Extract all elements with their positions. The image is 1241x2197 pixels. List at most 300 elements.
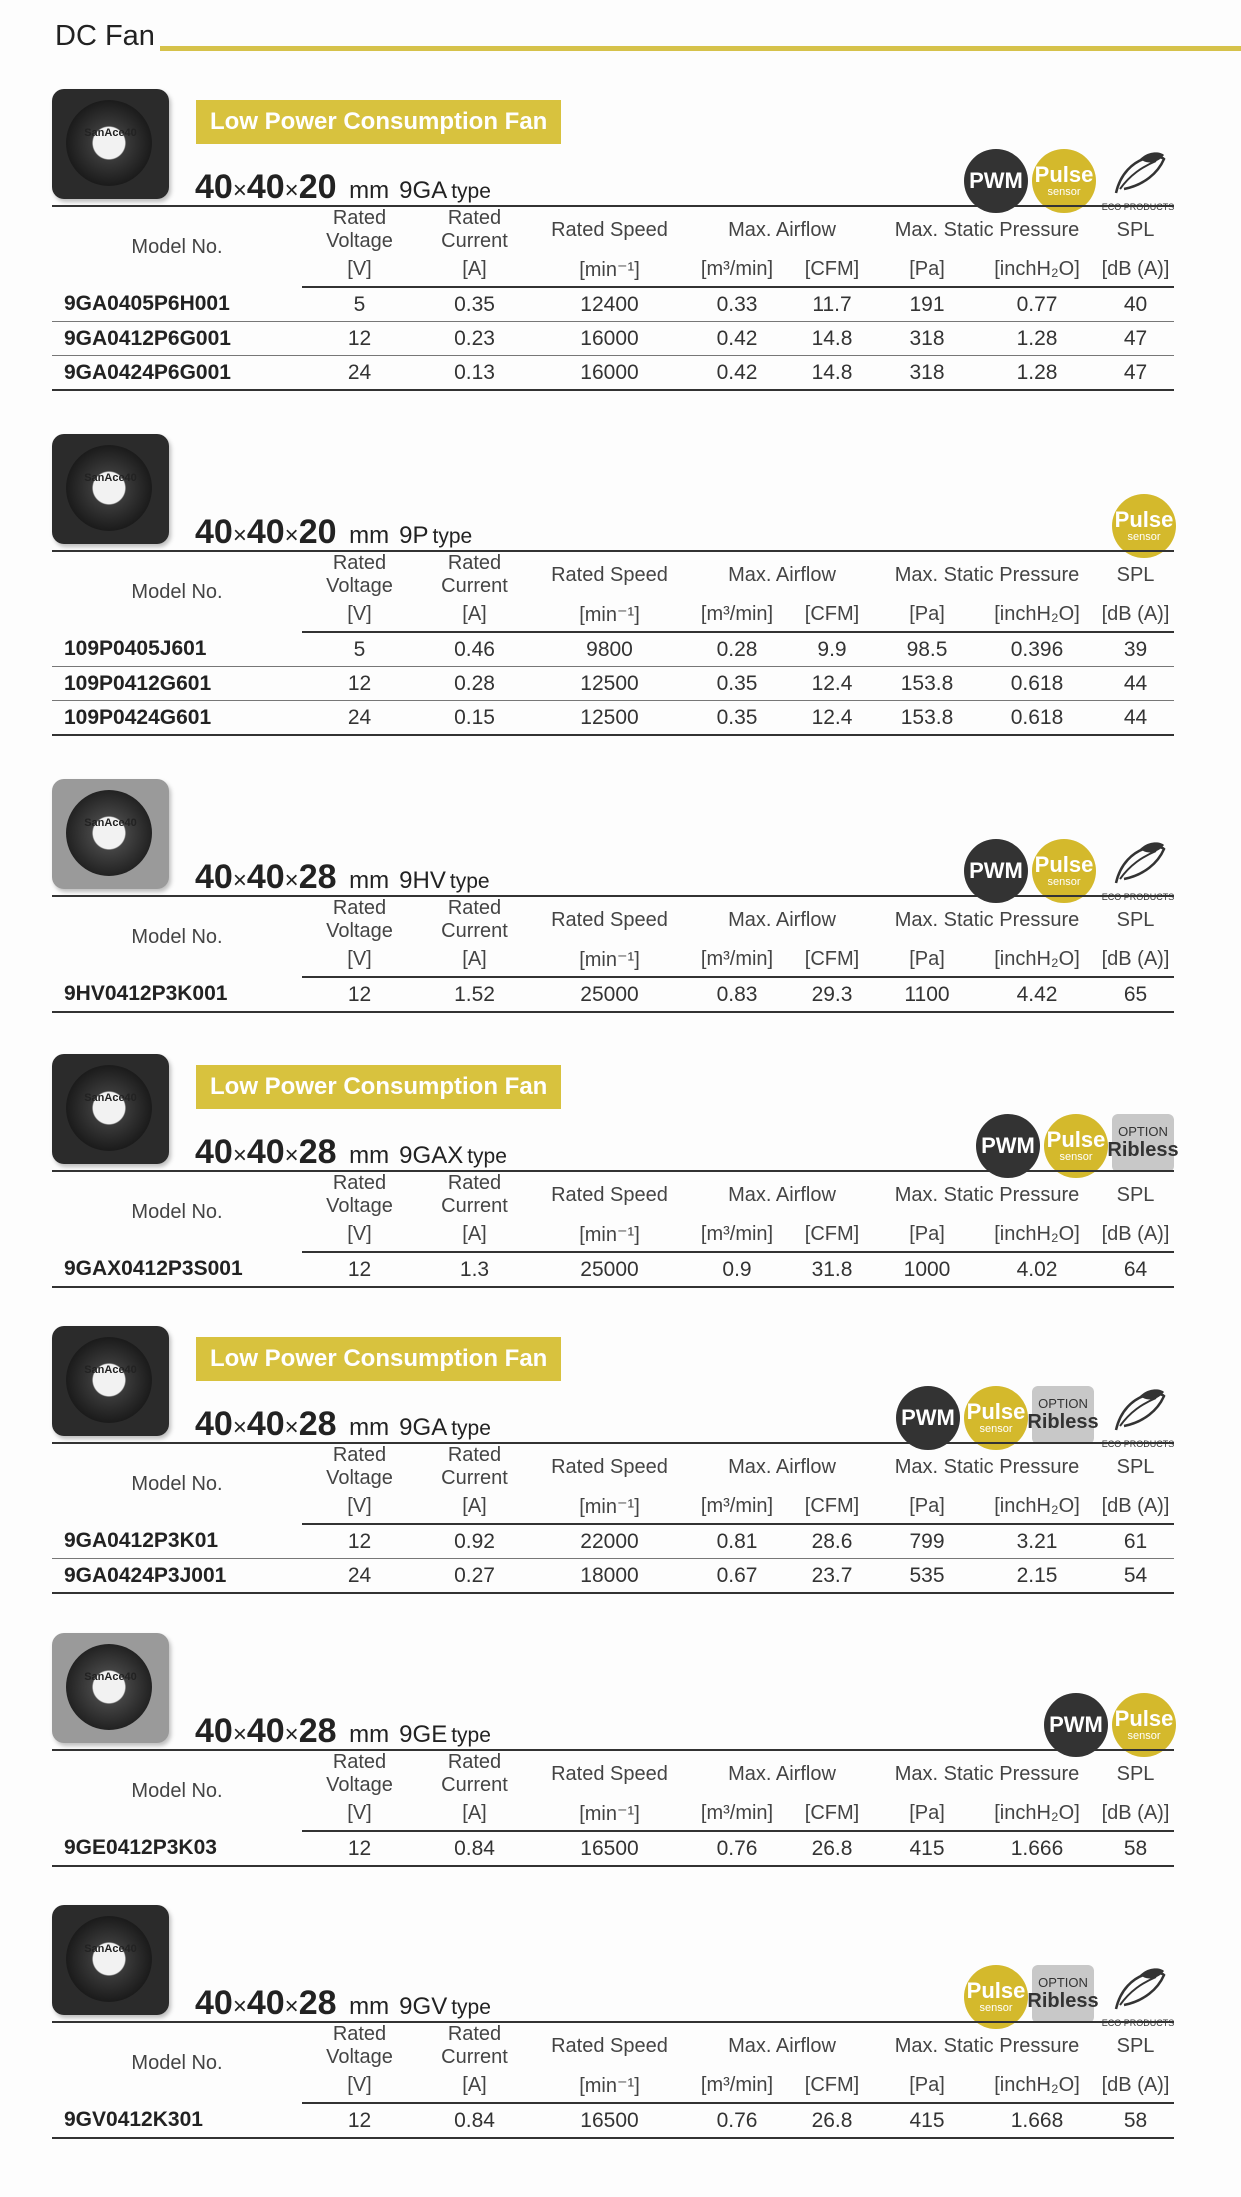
type-word: type xyxy=(432,525,473,548)
spec-table xyxy=(52,1170,1174,1288)
spec-value-cell: 12 xyxy=(302,667,417,701)
type-name: 9GE xyxy=(399,1721,448,1748)
unit-mm: mm xyxy=(342,522,390,549)
unit-cfm: [CFM] xyxy=(787,253,877,287)
header-max-static-pressure: Max. Static Pressure xyxy=(877,1443,1097,1490)
spec-value-cell: 12500 xyxy=(532,667,687,701)
header-max-static-pressure: Max. Static Pressure xyxy=(877,206,1097,253)
eco-products-icon xyxy=(1100,1386,1176,1450)
spec-value-cell: 318 xyxy=(877,322,977,356)
spec-value-cell: 0.13 xyxy=(417,356,532,391)
sensor-label: sensor xyxy=(1127,1730,1161,1742)
spec-value-cell: 12 xyxy=(302,1524,417,1559)
spec-value-cell: 0.83 xyxy=(687,977,787,1012)
fan-blade-ring xyxy=(66,100,152,186)
ribless-label: Ribless xyxy=(1027,1411,1099,1433)
size-type-line xyxy=(195,1405,491,1444)
fan-hub-label: SanAce40 xyxy=(84,817,137,829)
spec-value-cell: 0.76 xyxy=(687,1831,787,1866)
spec-value-cell: 0.35 xyxy=(417,287,532,322)
pulse-sensor-badge xyxy=(964,1386,1028,1450)
spec-value-cell: 12 xyxy=(302,2103,417,2138)
spec-value-cell: 0.9 xyxy=(687,1252,787,1287)
pwm-badge: PWM xyxy=(976,1114,1040,1178)
spec-value-cell: 16000 xyxy=(532,356,687,391)
spec-value-cell: 12 xyxy=(302,1831,417,1866)
size-type-line xyxy=(195,1133,507,1172)
spec-value-cell: 0.28 xyxy=(687,632,787,667)
spec-value-cell: 318 xyxy=(877,356,977,391)
spec-value-cell: 0.92 xyxy=(417,1524,532,1559)
spec-value-cell: 0.81 xyxy=(687,1524,787,1559)
times-sign: × xyxy=(232,1721,247,1748)
unit-cfm: [CFM] xyxy=(787,2069,877,2103)
fan-photo xyxy=(52,89,169,199)
header-model-no: Model No. xyxy=(52,1171,302,1252)
header-max-airflow: Max. Airflow xyxy=(687,551,877,598)
dim-width: 40 xyxy=(195,1133,233,1171)
spec-value-cell: 25000 xyxy=(532,977,687,1012)
eco-products-icon xyxy=(1100,1965,1176,2029)
type-name: 9GA xyxy=(399,177,448,204)
unit-current: [A] xyxy=(417,1490,532,1524)
header-max-static-pressure: Max. Static Pressure xyxy=(877,1750,1097,1797)
fan-hub-label: SanAce40 xyxy=(84,1943,137,1955)
times-sign: × xyxy=(232,177,247,204)
model-number-cell: 109P0424G601 xyxy=(52,701,302,736)
spec-value-cell: 65 xyxy=(1097,977,1174,1012)
header-max-airflow: Max. Airflow xyxy=(687,2022,877,2069)
spec-value-cell: 1.28 xyxy=(977,322,1097,356)
unit-m3-min: [m³/min] xyxy=(687,1218,787,1252)
fan-blade-ring xyxy=(66,445,152,531)
spec-value-cell: 1.666 xyxy=(977,1831,1097,1866)
dim-width: 40 xyxy=(195,513,233,551)
spec-value-cell: 1.3 xyxy=(417,1252,532,1287)
unit-pa: [Pa] xyxy=(877,253,977,287)
header-rated-voltage: Rated Voltage xyxy=(302,551,417,598)
unit-speed: [min⁻¹] xyxy=(532,1490,687,1524)
spec-value-cell: 799 xyxy=(877,1524,977,1559)
dim-depth: 28 xyxy=(298,1405,337,1443)
unit-speed: [min⁻¹] xyxy=(532,1797,687,1831)
size-type-line xyxy=(195,168,491,207)
spec-value-cell: 191 xyxy=(877,287,977,322)
table-row xyxy=(52,977,1174,1012)
header-rated-voltage: Rated Voltage xyxy=(302,1171,417,1218)
type-word: type xyxy=(467,1145,507,1168)
unit-pa: [Pa] xyxy=(877,1797,977,1831)
header-rated-voltage: Rated Voltage xyxy=(302,2022,417,2069)
table-row xyxy=(52,1524,1174,1559)
spec-value-cell: 31.8 xyxy=(787,1252,877,1287)
dim-width: 40 xyxy=(195,1405,233,1443)
page-title: DC Fan xyxy=(55,20,155,52)
dim-height: 40 xyxy=(246,1712,285,1750)
size-type-line xyxy=(195,1712,491,1751)
spec-value-cell: 5 xyxy=(302,287,417,322)
fan-photo xyxy=(52,779,169,889)
dim-width: 40 xyxy=(195,1712,233,1750)
pulse-sensor-badge xyxy=(1112,494,1176,558)
times-sign: × xyxy=(284,177,299,204)
header-rated-current: Rated Current xyxy=(417,896,532,943)
times-sign: × xyxy=(232,1414,247,1441)
size-type-line xyxy=(195,513,472,552)
header-rated-current: Rated Current xyxy=(417,1171,532,1218)
spec-value-cell: 0.42 xyxy=(687,322,787,356)
option-ribless-badge xyxy=(1107,1114,1179,1172)
unit-inch-h2o: [inchH₂O] xyxy=(977,1490,1097,1524)
spec-value-cell: 9800 xyxy=(532,632,687,667)
type-name: 9GV xyxy=(399,1993,448,2020)
fan-hub-label: SanAce40 xyxy=(84,1364,137,1376)
dim-depth: 28 xyxy=(298,1984,337,2022)
header-max-airflow: Max. Airflow xyxy=(687,1443,877,1490)
spec-value-cell: 0.84 xyxy=(417,1831,532,1866)
header-max-airflow: Max. Airflow xyxy=(687,896,877,943)
low-power-banner: Low Power Consumption Fan xyxy=(196,1065,561,1109)
pulse-sensor-badge xyxy=(1032,149,1096,213)
table-row xyxy=(52,701,1174,736)
spec-value-cell: 14.8 xyxy=(787,322,877,356)
unit-m3-min: [m³/min] xyxy=(687,1490,787,1524)
unit-inch-h2o: [inchH₂O] xyxy=(977,943,1097,977)
dim-width: 40 xyxy=(195,858,233,896)
unit-inch-h2o: [inchH₂O] xyxy=(977,1218,1097,1252)
page-header xyxy=(55,18,1241,58)
pulse-label: Pulse xyxy=(1114,507,1174,532)
dim-width: 40 xyxy=(195,168,233,206)
header-spl: SPL xyxy=(1097,551,1174,598)
spec-value-cell: 0.618 xyxy=(977,701,1097,736)
model-number-cell: 9GA0412P3K01 xyxy=(52,1524,302,1559)
unit-voltage: [V] xyxy=(302,253,417,287)
unit-db-a: [dB (A)] xyxy=(1097,1797,1174,1831)
spec-value-cell: 2.15 xyxy=(977,1559,1097,1594)
spec-value-cell: 0.77 xyxy=(977,287,1097,322)
dim-height: 40 xyxy=(246,1405,285,1443)
unit-mm: mm xyxy=(342,1414,390,1441)
unit-mm: mm xyxy=(342,1142,390,1169)
unit-voltage: [V] xyxy=(302,943,417,977)
pulse-label: Pulse xyxy=(966,1399,1026,1424)
fan-blade-ring xyxy=(66,1065,152,1151)
spec-value-cell: 0.15 xyxy=(417,701,532,736)
model-number-cell: 9GA0412P6G001 xyxy=(52,322,302,356)
model-number-cell: 9GV0412K301 xyxy=(52,2103,302,2138)
unit-voltage: [V] xyxy=(302,2069,417,2103)
type-word: type xyxy=(449,870,490,893)
times-sign: × xyxy=(284,1142,299,1169)
header-model-no: Model No. xyxy=(52,551,302,632)
spec-value-cell: 0.67 xyxy=(687,1559,787,1594)
pulse-label: Pulse xyxy=(966,1978,1026,2003)
unit-cfm: [CFM] xyxy=(787,1490,877,1524)
model-number-cell: 9GA0424P3J001 xyxy=(52,1559,302,1594)
unit-mm: mm xyxy=(342,177,390,204)
header-rated-current: Rated Current xyxy=(417,1750,532,1797)
unit-db-a: [dB (A)] xyxy=(1097,943,1174,977)
spec-value-cell: 28.6 xyxy=(787,1524,877,1559)
spec-value-cell: 16000 xyxy=(532,322,687,356)
unit-m3-min: [m³/min] xyxy=(687,598,787,632)
spec-value-cell: 535 xyxy=(877,1559,977,1594)
table-row xyxy=(52,1559,1174,1594)
unit-mm: mm xyxy=(342,1721,390,1748)
table-row xyxy=(52,1831,1174,1866)
header-rated-voltage: Rated Voltage xyxy=(302,206,417,253)
unit-speed: [min⁻¹] xyxy=(532,943,687,977)
unit-db-a: [dB (A)] xyxy=(1097,1218,1174,1252)
type-name: 9HV xyxy=(399,867,446,894)
eco-products-label: ECO PRODUCTS xyxy=(1101,1439,1175,1449)
spec-value-cell: 47 xyxy=(1097,322,1174,356)
fan-photo xyxy=(52,1054,169,1164)
header-model-no: Model No. xyxy=(52,1750,302,1831)
spec-value-cell: 12.4 xyxy=(787,701,877,736)
spec-value-cell: 24 xyxy=(302,1559,417,1594)
spec-value-cell: 24 xyxy=(302,701,417,736)
low-power-banner: Low Power Consumption Fan xyxy=(196,100,561,144)
sensor-label: sensor xyxy=(979,2002,1013,2014)
type-word: type xyxy=(451,1724,491,1747)
model-number-cell: 9HV0412P3K001 xyxy=(52,977,302,1012)
fan-hub-label: SanAce40 xyxy=(84,472,137,484)
model-number-cell: 9GA0424P6G001 xyxy=(52,356,302,391)
spec-value-cell: 4.42 xyxy=(977,977,1097,1012)
header-max-static-pressure: Max. Static Pressure xyxy=(877,2022,1097,2069)
spec-value-cell: 0.27 xyxy=(417,1559,532,1594)
option-ribless-badge xyxy=(1027,1386,1099,1444)
unit-cfm: [CFM] xyxy=(787,1797,877,1831)
unit-mm: mm xyxy=(342,867,390,894)
unit-pa: [Pa] xyxy=(877,2069,977,2103)
fan-blade-ring xyxy=(66,1337,152,1423)
header-spl: SPL xyxy=(1097,2022,1174,2069)
header-rule xyxy=(160,46,1241,51)
dim-depth: 28 xyxy=(298,1133,337,1171)
spec-value-cell: 58 xyxy=(1097,1831,1174,1866)
unit-db-a: [dB (A)] xyxy=(1097,598,1174,632)
option-label: OPTION xyxy=(1038,1396,1088,1411)
type-name: 9P xyxy=(399,522,429,549)
unit-m3-min: [m³/min] xyxy=(687,1797,787,1831)
type-word: type xyxy=(451,1417,491,1440)
pulse-label: Pulse xyxy=(1114,1706,1174,1731)
table-row xyxy=(52,1252,1174,1287)
pulse-sensor-badge xyxy=(1112,1693,1176,1757)
spec-value-cell: 29.3 xyxy=(787,977,877,1012)
unit-inch-h2o: [inchH₂O] xyxy=(977,2069,1097,2103)
fan-blade-ring xyxy=(66,1916,152,2002)
size-type-line xyxy=(195,1984,491,2023)
dim-height: 40 xyxy=(246,1984,285,2022)
unit-speed: [min⁻¹] xyxy=(532,1218,687,1252)
unit-voltage: [V] xyxy=(302,1797,417,1831)
times-sign: × xyxy=(232,522,247,549)
unit-speed: [min⁻¹] xyxy=(532,598,687,632)
header-model-no: Model No. xyxy=(52,1443,302,1524)
spec-value-cell: 98.5 xyxy=(877,632,977,667)
unit-speed: [min⁻¹] xyxy=(532,253,687,287)
pulse-sensor-badge xyxy=(964,1965,1028,2029)
model-number-cell: 9GAX0412P3S001 xyxy=(52,1252,302,1287)
spec-table xyxy=(52,550,1174,736)
unit-cfm: [CFM] xyxy=(787,1218,877,1252)
header-rated-speed: Rated Speed xyxy=(532,1750,687,1797)
header-max-static-pressure: Max. Static Pressure xyxy=(877,1171,1097,1218)
unit-current: [A] xyxy=(417,1218,532,1252)
low-power-banner: Low Power Consumption Fan xyxy=(196,1337,561,1381)
spec-value-cell: 26.8 xyxy=(787,1831,877,1866)
spec-value-cell: 16500 xyxy=(532,2103,687,2138)
fan-photo xyxy=(52,434,169,544)
ribless-label: Ribless xyxy=(1027,1990,1099,2012)
ribless-label: Ribless xyxy=(1107,1139,1179,1161)
pwm-badge: PWM xyxy=(964,839,1028,903)
header-rated-voltage: Rated Voltage xyxy=(302,1750,417,1797)
header-rated-speed: Rated Speed xyxy=(532,1171,687,1218)
fan-hub-label: SanAce40 xyxy=(84,127,137,139)
spec-value-cell: 64 xyxy=(1097,1252,1174,1287)
header-model-no: Model No. xyxy=(52,896,302,977)
unit-pa: [Pa] xyxy=(877,598,977,632)
sensor-label: sensor xyxy=(1127,531,1161,543)
pwm-badge: PWM xyxy=(964,149,1028,213)
model-number-cell: 9GA0405P6H001 xyxy=(52,287,302,322)
table-row xyxy=(52,287,1174,322)
spec-value-cell: 0.76 xyxy=(687,2103,787,2138)
header-rated-speed: Rated Speed xyxy=(532,551,687,598)
dim-height: 40 xyxy=(246,168,285,206)
sensor-label: sensor xyxy=(1059,1151,1093,1163)
unit-m3-min: [m³/min] xyxy=(687,2069,787,2103)
spec-value-cell: 54 xyxy=(1097,1559,1174,1594)
spec-value-cell: 14.8 xyxy=(787,356,877,391)
spec-value-cell: 22000 xyxy=(532,1524,687,1559)
times-sign: × xyxy=(232,1142,247,1169)
times-sign: × xyxy=(232,1993,247,2020)
header-model-no: Model No. xyxy=(52,2022,302,2103)
eco-products-icon xyxy=(1100,839,1176,903)
spec-table xyxy=(52,205,1174,391)
spec-value-cell: 9.9 xyxy=(787,632,877,667)
spec-value-cell: 12500 xyxy=(532,701,687,736)
model-number-cell: 109P0405J601 xyxy=(52,632,302,667)
size-type-line xyxy=(195,858,490,897)
unit-cfm: [CFM] xyxy=(787,943,877,977)
header-model-no: Model No. xyxy=(52,206,302,287)
spec-value-cell: 23.7 xyxy=(787,1559,877,1594)
option-label: OPTION xyxy=(1038,1975,1088,1990)
eco-products-icon xyxy=(1100,149,1176,213)
pulse-sensor-badge xyxy=(1032,839,1096,903)
dim-depth: 28 xyxy=(298,858,337,896)
spec-table xyxy=(52,2021,1174,2139)
header-rated-voltage: Rated Voltage xyxy=(302,1443,417,1490)
fan-blade-ring xyxy=(66,790,152,876)
spec-value-cell: 153.8 xyxy=(877,701,977,736)
spec-value-cell: 0.396 xyxy=(977,632,1097,667)
unit-db-a: [dB (A)] xyxy=(1097,253,1174,287)
times-sign: × xyxy=(284,1993,299,2020)
unit-db-a: [dB (A)] xyxy=(1097,2069,1174,2103)
eco-products-label: ECO PRODUCTS xyxy=(1101,2018,1175,2028)
spec-value-cell: 47 xyxy=(1097,356,1174,391)
spec-value-cell: 1.668 xyxy=(977,2103,1097,2138)
spec-value-cell: 0.35 xyxy=(687,667,787,701)
header-rated-voltage: Rated Voltage xyxy=(302,896,417,943)
unit-cfm: [CFM] xyxy=(787,598,877,632)
spec-value-cell: 1.28 xyxy=(977,356,1097,391)
times-sign: × xyxy=(284,1721,299,1748)
dim-height: 40 xyxy=(246,513,285,551)
spec-value-cell: 12.4 xyxy=(787,667,877,701)
header-max-airflow: Max. Airflow xyxy=(687,1750,877,1797)
unit-inch-h2o: [inchH₂O] xyxy=(977,253,1097,287)
type-word: type xyxy=(451,1996,491,2019)
dim-depth: 28 xyxy=(298,1712,337,1750)
dim-height: 40 xyxy=(246,1133,285,1171)
unit-current: [A] xyxy=(417,1797,532,1831)
spec-value-cell: 415 xyxy=(877,1831,977,1866)
spec-value-cell: 40 xyxy=(1097,287,1174,322)
header-spl: SPL xyxy=(1097,896,1174,943)
sensor-label: sensor xyxy=(1047,876,1081,888)
dim-width: 40 xyxy=(195,1984,233,2022)
spec-table xyxy=(52,895,1174,1013)
header-max-airflow: Max. Airflow xyxy=(687,1171,877,1218)
fan-blade-ring xyxy=(66,1644,152,1730)
sensor-label: sensor xyxy=(1047,186,1081,198)
eco-products-label: ECO PRODUCTS xyxy=(1101,202,1175,212)
spec-value-cell: 24 xyxy=(302,356,417,391)
unit-current: [A] xyxy=(417,2069,532,2103)
unit-inch-h2o: [inchH₂O] xyxy=(977,598,1097,632)
unit-pa: [Pa] xyxy=(877,1490,977,1524)
spec-value-cell: 61 xyxy=(1097,1524,1174,1559)
eco-products-label: ECO PRODUCTS xyxy=(1101,892,1175,902)
spec-value-cell: 3.21 xyxy=(977,1524,1097,1559)
option-ribless-badge xyxy=(1027,1965,1099,2023)
unit-current: [A] xyxy=(417,598,532,632)
unit-m3-min: [m³/min] xyxy=(687,253,787,287)
table-row xyxy=(52,2103,1174,2138)
header-rated-current: Rated Current xyxy=(417,206,532,253)
spec-value-cell: 12400 xyxy=(532,287,687,322)
spec-value-cell: 26.8 xyxy=(787,2103,877,2138)
header-rated-speed: Rated Speed xyxy=(532,2022,687,2069)
spec-value-cell: 153.8 xyxy=(877,667,977,701)
spec-value-cell: 0.35 xyxy=(687,701,787,736)
times-sign: × xyxy=(284,522,299,549)
spec-value-cell: 12 xyxy=(302,1252,417,1287)
pulse-label: Pulse xyxy=(1034,162,1094,187)
spec-value-cell: 39 xyxy=(1097,632,1174,667)
fan-photo xyxy=(52,1905,169,2015)
spec-value-cell: 44 xyxy=(1097,667,1174,701)
spec-value-cell: 18000 xyxy=(532,1559,687,1594)
times-sign: × xyxy=(284,1414,299,1441)
unit-current: [A] xyxy=(417,253,532,287)
type-word: type xyxy=(451,180,491,203)
header-spl: SPL xyxy=(1097,1750,1174,1797)
header-rated-speed: Rated Speed xyxy=(532,1443,687,1490)
unit-voltage: [V] xyxy=(302,598,417,632)
spec-table xyxy=(52,1442,1174,1594)
pulse-sensor-badge xyxy=(1044,1114,1108,1178)
